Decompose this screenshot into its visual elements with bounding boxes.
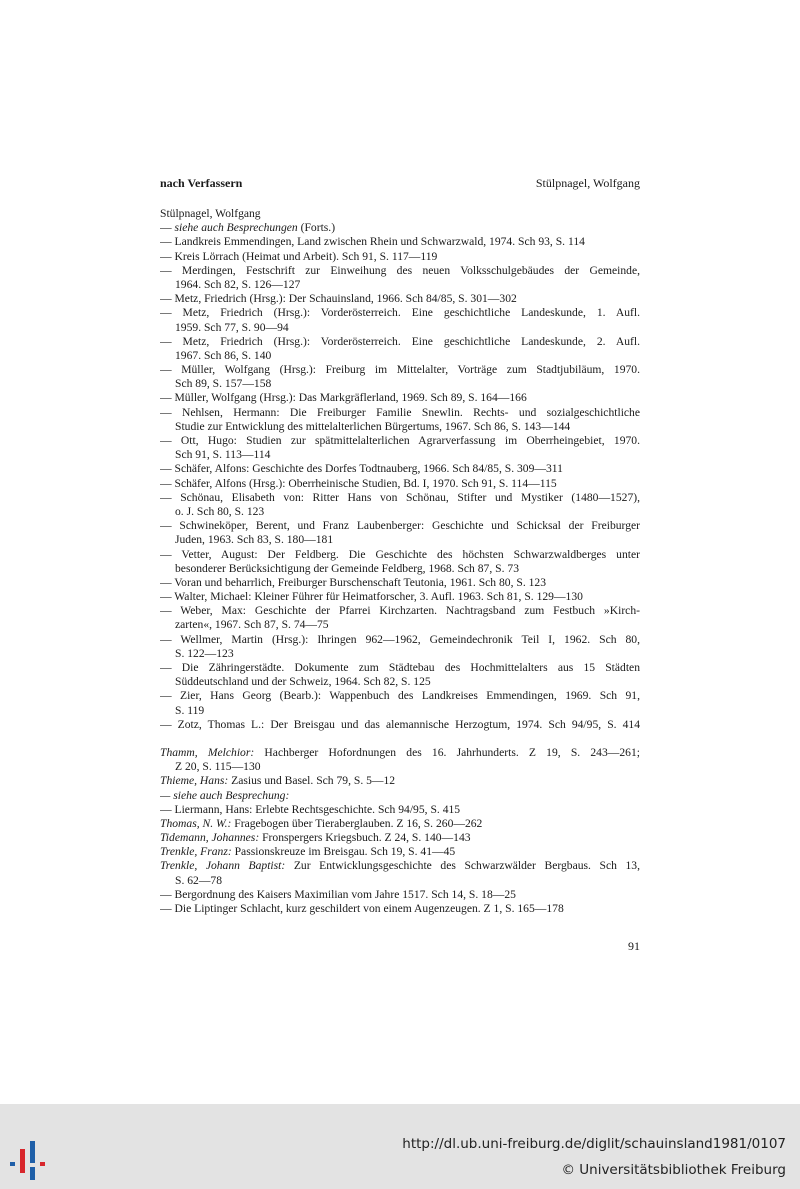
entry-author-italic: Trenkle, Franz: xyxy=(160,845,232,859)
entry-continuation-line: Sch 89, S. 157—158 xyxy=(175,377,272,391)
entry-continuation-line: S. 122—123 xyxy=(175,646,234,660)
bibliography-entry-line: — Wellmer, Martin (Hrsg.): Ihringen 962—1962, Gemeindechronik Teil I, 1962. Sch 80, xyxy=(160,632,640,646)
bibliography-entry-line: — Metz, Friedrich (Hrsg.): Vorderösterreich. Eine geschichtliche Landeskunde, 2. Aufl. xyxy=(160,334,640,348)
entry-author-italic: Thamm, Melchior: xyxy=(160,745,255,759)
bibliography-entry-line xyxy=(160,817,640,831)
bibliography-entry-line: Stülpnagel, Wolfgang xyxy=(160,207,261,220)
bibliography-entry-line xyxy=(160,774,640,788)
entry-author-italic: — siehe auch Besprechung: xyxy=(160,788,290,802)
running-head-author: Stülpnagel, Wolfgang xyxy=(535,176,640,190)
entry-continuation-line: 1967. Sch 86, S. 140 xyxy=(175,348,272,362)
entry-continuation-line: zarten«, 1967. Sch 87, S. 74—75 xyxy=(175,618,329,632)
section-gap xyxy=(160,732,640,746)
bibliography-entry-line: — Schwineköper, Berent, und Franz Laubenberger: Geschichte und Schicksal der Freiburger xyxy=(160,519,640,533)
entry-text: Zasius und Basel. Sch 79, S. 5—12 xyxy=(228,774,396,788)
running-head-section: nach Verfassern xyxy=(160,176,243,190)
bibliography-entry-line xyxy=(160,831,640,845)
entry-author-italic: Thomas, N. W.: xyxy=(160,816,232,830)
entry-author-italic: siehe auch Besprechungen xyxy=(174,221,298,235)
entry-text: (Forts.) xyxy=(297,221,336,235)
bibliography-entry-line: — Liermann, Hans: Erlebte Rechtsgeschichte. Sch 94/95, S. 415 xyxy=(160,802,461,816)
permalink-url[interactable]: http://dl.ub.uni-freiburg.de/diglit/schauinsland1981/0107 xyxy=(402,1136,786,1152)
bibliography-entry-line: — Bergordnung des Kaisers Maximilian vom Jahre 1517. Sch 14, S. 18—25 xyxy=(160,887,516,901)
entry-text: — xyxy=(160,221,175,235)
bibliography-entry-line xyxy=(160,746,640,760)
copyright-notice: © Universitätsbibliothek Freiburg xyxy=(561,1162,786,1178)
entry-author-italic: Trenkle, Johann Baptist: xyxy=(160,859,286,873)
bibliography-entry-line xyxy=(160,221,640,235)
library-footer xyxy=(0,1104,800,1189)
entry-text: Zur Entwicklungsgeschichte des Schwarzwälder Bergbaus. Sch 13, xyxy=(285,859,640,873)
bibliography-entry-line: — Walter, Michael: Kleiner Führer für Heimatforscher, 3. Aufl. 1963. Sch 81, S. 129—130 xyxy=(160,590,583,604)
entry-author-italic: Tidemann, Johannes: xyxy=(160,831,260,845)
bibliography-entry-line: — Metz, Friedrich (Hrsg.): Vorderösterreich. Eine geschichtliche Landeskunde, 1. Aufl. xyxy=(160,306,640,320)
bibliography-entry-line: — Müller, Wolfgang (Hrsg.): Das Markgräflerland, 1969. Sch 89, S. 164—166 xyxy=(160,391,527,405)
bibliography-entry-line: — Schäfer, Alfons (Hrsg.): Oberrheinische Studien, Bd. I, 1970. Sch 91, S. 114—115 xyxy=(160,476,557,490)
bibliography-entry-line: — Ott, Hugo: Studien zur spätmittelalterlichen Agrarverfassung im Oberrheingebiet, 1970. xyxy=(160,434,640,447)
bibliography-entry-line: — Landkreis Emmendingen, Land zwischen Rhein und Schwarzwald, 1974. Sch 93, S. 114 xyxy=(160,235,585,249)
entry-continuation-line: S. 119 xyxy=(175,703,205,717)
entry-text: Hachberger Hofordnungen des 16. Jahrhunderts. Z 19, S. 243—261; xyxy=(254,745,640,759)
library-logo-icon xyxy=(10,1134,54,1180)
entry-text: Passionskreuze im Breisgau. Sch 19, S. 41—45 xyxy=(231,845,456,859)
bibliography-entry-line: — Merdingen, Festschrift zur Einweihung des neuen Volksschulgebäudes der Gemeinde, xyxy=(160,263,640,277)
entry-continuation-line: S. 62—78 xyxy=(175,873,223,887)
bibliography-entry-line xyxy=(160,859,640,873)
entry-continuation-line: Z 20, S. 115—130 xyxy=(175,760,261,774)
bibliography-entry-line: — Metz, Friedrich (Hrsg.): Der Schauinsland, 1966. Sch 84/85, S. 301—302 xyxy=(160,292,517,306)
bibliography-entry-line: — Schönau, Elisabeth von: Ritter Hans von Schönau, Stifter und Mystiker (1480—1527), xyxy=(160,490,640,504)
entry-continuation-line: 1959. Sch 77, S. 90—94 xyxy=(175,320,289,334)
bibliography-entry-line: — Schäfer, Alfons: Geschichte des Dorfes Todtnauberg, 1966. Sch 84/85, S. 309—311 xyxy=(160,462,563,476)
entry-author-italic: Thieme, Hans: xyxy=(160,774,229,788)
bibliography-entry-line: — Müller, Wolfgang (Hrsg.): Freiburg im Mittelalter, Vorträge zum Stadtjubiläum, 1970. xyxy=(160,363,640,377)
bibliography-entry-line: — Nehlsen, Hermann: Die Freiburger Familie Snewlin. Rechts- und sozialgeschichtliche xyxy=(160,405,640,419)
page-number: 91 xyxy=(628,939,640,953)
bibliography-entry-line: — Vetter, August: Der Feldberg. Die Geschichte des höchsten Schwarzwaldberges unter xyxy=(160,547,640,561)
running-head xyxy=(160,176,640,192)
bibliography-entry-line: — Die Liptinger Schlacht, kurz geschildert von einem Augenzeugen. Z 1, S. 165—178 xyxy=(160,902,564,915)
bibliography-entry-line xyxy=(160,845,640,859)
bibliography-entry-line: — Kreis Lörrach (Heimat und Arbeit). Sch 91, S. 117—119 xyxy=(160,249,438,263)
entry-continuation-line: Studie zur Entwicklung des mittelalterlichen Bürgertums, 1967. Sch 86, S. 143—144 xyxy=(175,419,571,433)
bibliography-entry-line: — Zotz, Thomas L.: Der Breisgau und das alemannische Herzogtum, 1974. Sch 94/95, S. 414 xyxy=(160,717,640,731)
bibliography-entry-line: — Zier, Hans Georg (Bearb.): Wappenbuch des Landkreises Emmendingen, 1969. Sch 91, xyxy=(160,689,640,703)
bibliography-entry-line: — Weber, Max: Geschichte der Pfarrei Kirchzarten. Nachtragsband zum Festbuch »Kirch- xyxy=(160,604,640,618)
entry-continuation-line: Juden, 1963. Sch 83, S. 180—181 xyxy=(175,533,334,547)
bibliography-list xyxy=(160,207,640,916)
entry-continuation-line: Süddeutschland und der Schweiz, 1964. Sch 82, S. 125 xyxy=(175,675,431,689)
entry-continuation-line: o. J. Sch 80, S. 123 xyxy=(175,504,265,518)
entry-continuation-line: 1964. Sch 82, S. 126—127 xyxy=(175,277,301,291)
entry-continuation-line: Sch 91, S. 113—114 xyxy=(175,448,271,462)
entry-text: Fragebogen über Tieraberglauben. Z 16, S. 260—262 xyxy=(231,816,483,830)
bibliography-entry-line xyxy=(160,789,640,803)
bibliography-entry-line: — Die Zähringerstädte. Dokumente zum Städtebau des Hochmittelalters aus 15 Städten xyxy=(160,661,640,674)
entry-text: Fronspergers Kriegsbuch. Z 24, S. 140—143 xyxy=(259,831,471,845)
entry-continuation-line: besonderer Berücksichtigung der Gemeinde Feldberg, 1968. Sch 87, S. 73 xyxy=(175,561,519,575)
bibliography-entry-line: — Voran und beharrlich, Freiburger Burschenschaft Teutonia, 1961. Sch 80, S. 123 xyxy=(160,575,547,589)
